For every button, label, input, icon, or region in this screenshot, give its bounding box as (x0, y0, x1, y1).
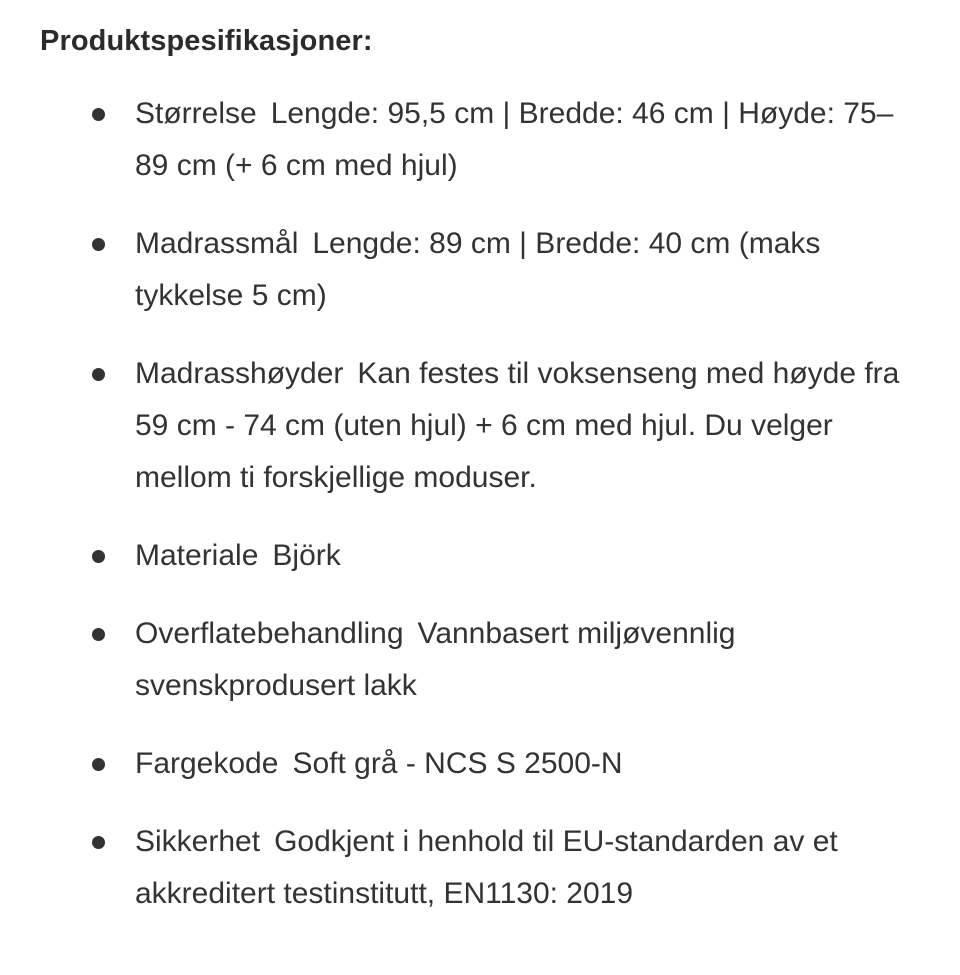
list-item (0, 218, 960, 322)
spec-label: Materiale (135, 539, 259, 572)
spec-label: Størrelse (135, 97, 257, 130)
spec-label: Sikkerhet (135, 825, 261, 858)
bullet-icon (92, 108, 105, 121)
spec-value: Soft grå - NCS S 2500-N (292, 747, 623, 780)
spec-label: Fargekode (135, 747, 279, 780)
page-title: Produktspesifikasjoner: (40, 25, 373, 57)
spec-value: Godkjent i henhold til EU-standarden av et akkreditert testinstitutt, EN1130: 2019 (135, 825, 838, 910)
bullet-icon (92, 836, 105, 849)
spec-value: Lengde: 95,5 cm | Bredde: 46 cm | Høyde: 75–89 cm (+ 6 cm med hjul) (135, 97, 894, 182)
list-item (0, 88, 960, 192)
spec-value: Vannbasert miljøvennlig svenskprodusert lakk (135, 617, 736, 702)
spec-value: Kan festes til voksenseng med høyde fra 59 cm - 74 cm (uten hjul) + 6 cm med hjul. Du velger mellom ti forskjellige moduser. (135, 357, 900, 494)
bullet-icon (92, 550, 105, 563)
spec-list (0, 88, 960, 946)
bullet-icon (92, 238, 105, 251)
list-item (0, 348, 960, 504)
list-item (0, 816, 960, 920)
spec-label: Overflatebehandling (135, 617, 404, 650)
bullet-icon (92, 628, 105, 641)
bullet-icon (92, 758, 105, 771)
spec-label: Madrasshøyder (135, 357, 344, 390)
list-item (0, 530, 960, 582)
spec-value: Lengde: 89 cm | Bredde: 40 cm (maks tykkelse 5 cm) (135, 227, 821, 312)
bullet-icon (92, 368, 105, 381)
list-item (0, 738, 960, 790)
spec-value: Björk (272, 539, 341, 572)
spec-label: Madrassmål (135, 227, 299, 260)
list-item (0, 608, 960, 712)
